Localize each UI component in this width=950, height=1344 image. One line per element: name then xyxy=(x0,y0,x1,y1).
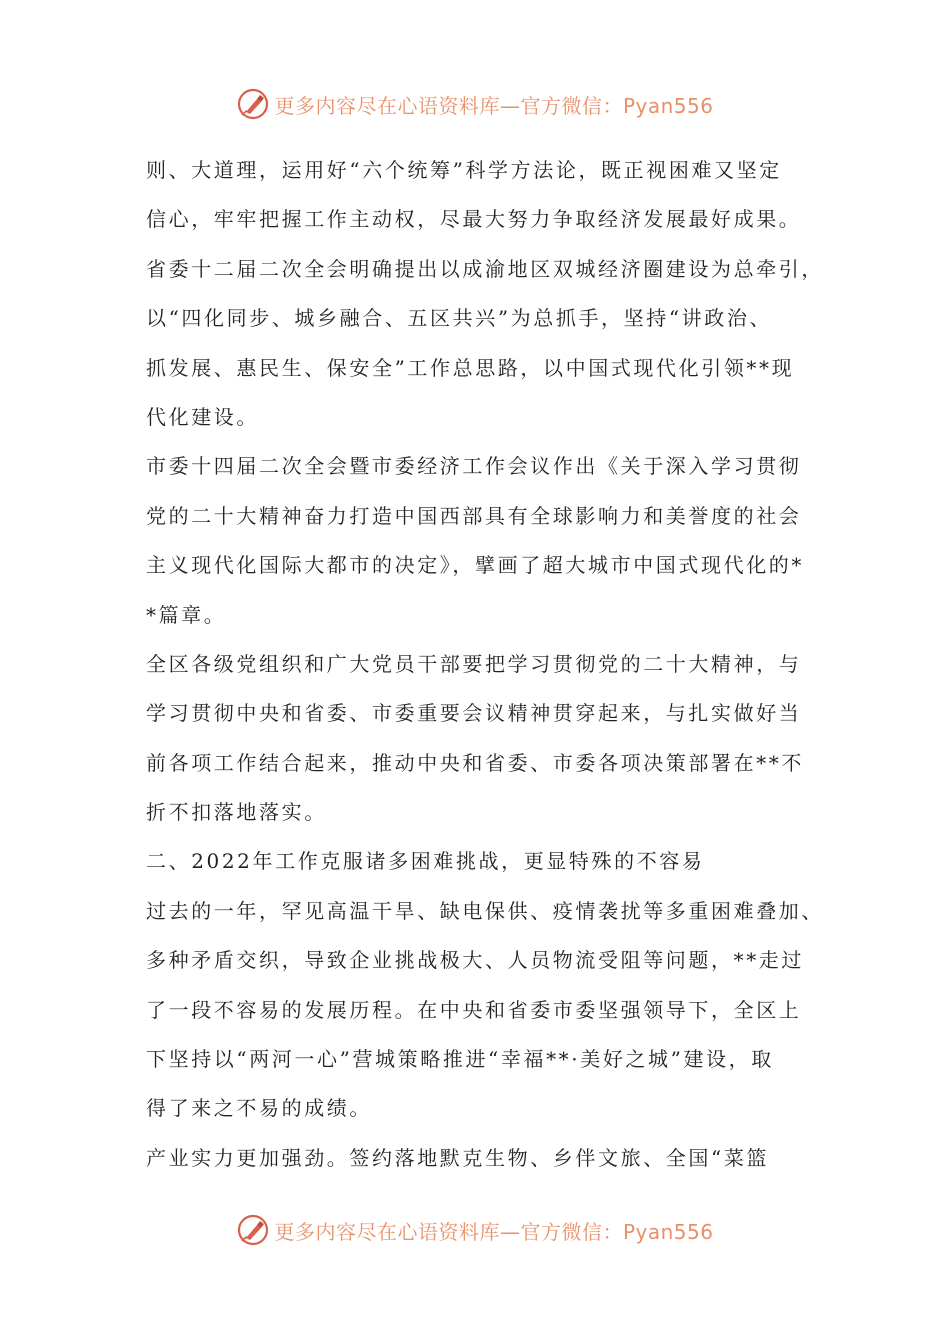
footer-watermark xyxy=(0,1210,950,1250)
body-line: 省委十二届二次全会明确提出以成渝地区双城经济圈建设为总牵引， xyxy=(146,256,824,281)
watermark-text: 更多内容尽在心语资料库—官方微信：Pyan556 xyxy=(274,1219,714,1244)
section-heading: 二、2022年工作克服诸多困难挑战，更显特殊的不容易 xyxy=(146,849,705,874)
body-line: 主义现代化国际大都市的决定》，擘画了超大城市中国式现代化的* xyxy=(146,553,804,578)
body-line: 得了来之不易的成绩。 xyxy=(146,1096,372,1121)
body-line: 产业实力更加强劲。签约落地默克生物、乡伴文旅、全国“菜篮 xyxy=(146,1145,770,1170)
body-line: 信心，牢牢把握工作主动权，尽最大努力争取经济发展最好成果。 xyxy=(146,207,802,232)
body-line: 折不扣落地落实。 xyxy=(146,800,327,825)
body-line: 了一段不容易的发展历程。在中央和省委市委坚强领导下，全区上 xyxy=(146,997,802,1022)
body-line: 以“四化同步、城乡融合、五区共兴”为总抓手，坚持“讲政治、 xyxy=(146,306,773,331)
body-line: 则、大道理，运用好“六个统筹”科学方法论，既正视困难又坚定 xyxy=(146,158,782,182)
body-line: 学习贯彻中央和省委、市委重要会议精神贯穿起来，与扎实做好当 xyxy=(146,701,802,726)
header-watermark xyxy=(0,84,950,124)
body-line: *篇章。 xyxy=(146,602,227,627)
body-line: 多种矛盾交织，导致企业挑战极大、人员物流受阻等问题，**走过 xyxy=(146,948,804,973)
body-line: 代化建设。 xyxy=(146,404,259,429)
body-line: 党的二十大精神奋力打造中国西部具有全球影响力和美誉度的社会 xyxy=(146,503,802,528)
body-line: 抓发展、惠民生、保安全”工作总思路，以中国式现代化引领**现 xyxy=(146,355,795,380)
pen-logo-icon xyxy=(236,87,270,121)
document-body xyxy=(146,150,826,1187)
body-line: 过去的一年，罕见高温干旱、缺电保供、疫情袭扰等多重困难叠加、 xyxy=(146,898,824,923)
watermark-text: 更多内容尽在心语资料库—官方微信：Pyan556 xyxy=(274,93,714,118)
pen-logo-icon xyxy=(236,1213,270,1247)
body-line: 前各项工作结合起来，推动中央和省委、市委各项决策部署在**不 xyxy=(146,750,804,775)
body-line: 全区各级党组织和广大党员干部要把学习贯彻党的二十大精神，与 xyxy=(146,651,802,676)
body-line: 市委十四届二次全会暨市委经济工作会议作出《关于深入学习贯彻 xyxy=(146,454,802,479)
body-line: 下坚持以“两河一心”营城策略推进“幸福**·美好之城”建设，取 xyxy=(146,1047,774,1072)
